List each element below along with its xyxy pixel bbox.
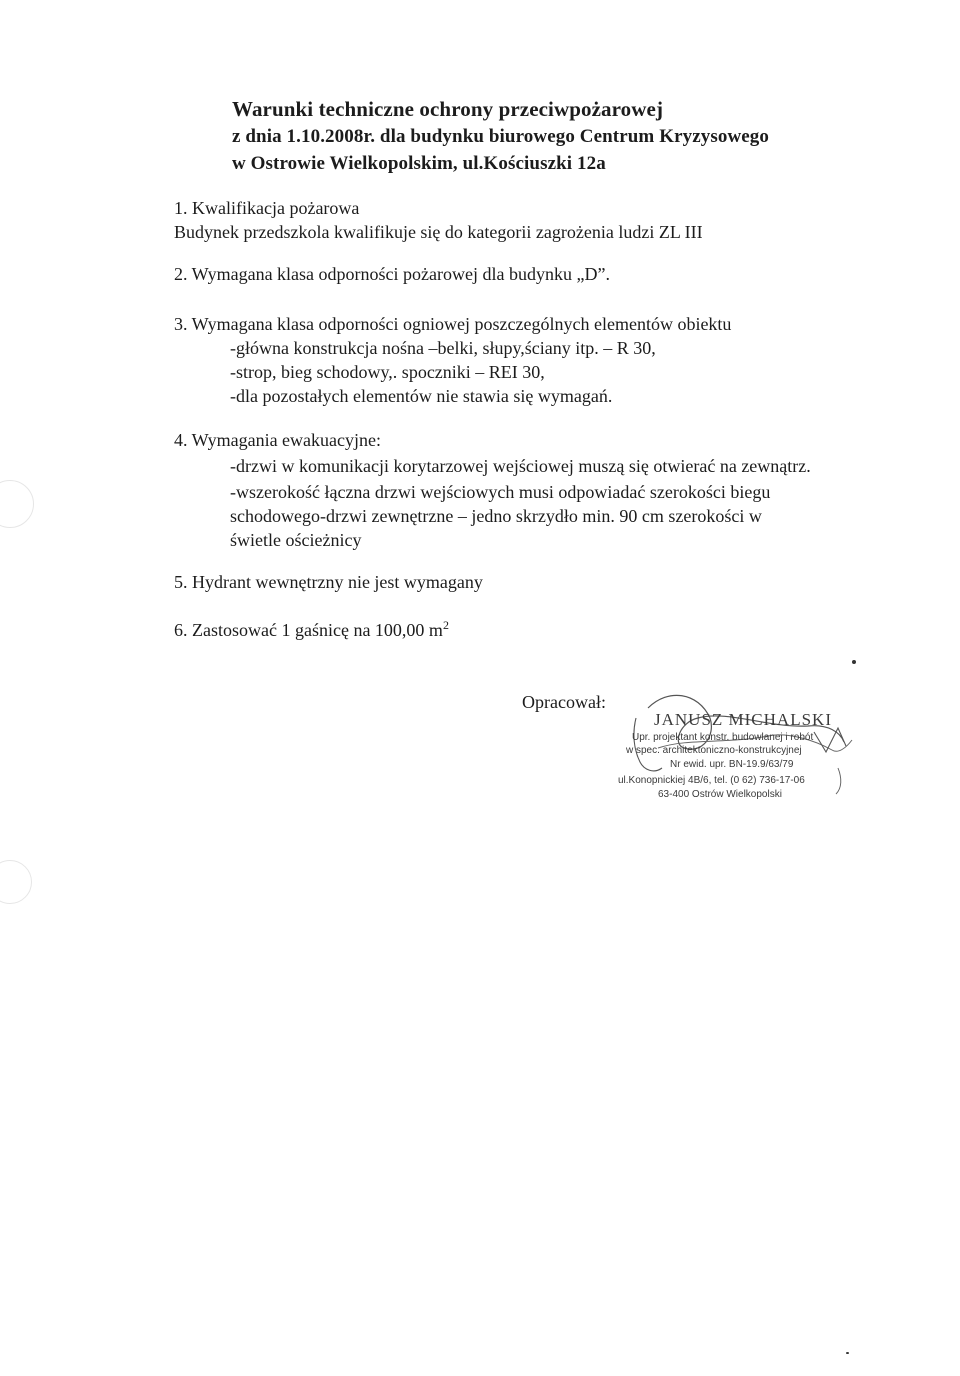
stamp-line-1: Upr. projektant konstr. budowlanej i robót bbox=[632, 732, 814, 743]
section-3-title: 3. Wymagana klasa odporności ogniowej poszczególnych elementów obiektu bbox=[174, 314, 732, 334]
header-date-building: z dnia 1.10.2008r. dla budynku biurowego Centrum Kryzysowego bbox=[232, 126, 770, 147]
section-6 bbox=[174, 618, 449, 642]
section-5: 5. Hydrant wewnętrzny nie jest wymagany bbox=[174, 572, 483, 592]
section-4-line-4: świetle ościeżnicy bbox=[230, 530, 362, 550]
section-4-line-3: schodowego-drzwi zewnętrzne – jedno skrzydło min. 90 cm szerokości w bbox=[230, 506, 762, 526]
section-3-item-3: -dla pozostałych elementów nie stawia się wymagań. bbox=[230, 386, 613, 406]
section-4-line-2: -wszerokość łączna drzwi wejściowych musi odpowiadać szerokości biegu bbox=[230, 482, 771, 502]
scan-speck bbox=[846, 1352, 849, 1354]
section-3-item-2: -strop, bieg schodowy,. spoczniki – REI 30, bbox=[230, 362, 545, 382]
punch-hole-mark bbox=[0, 860, 32, 904]
section-6-superscript: 2 bbox=[442, 618, 449, 632]
prepared-by-label: Opracował: bbox=[522, 692, 606, 712]
stamp-line-5: 63-400 Ostrów Wielkopolski bbox=[658, 789, 782, 800]
section-1-title: 1. Kwalifikacja pożarowa bbox=[174, 198, 360, 218]
section-1-text: Budynek przedszkola kwalifikuje się do kategorii zagrożenia ludzi ZL III bbox=[174, 222, 703, 242]
stamp-line-3: Nr ewid. upr. BN-19.9/63/79 bbox=[670, 759, 794, 770]
header-title: Warunki techniczne ochrony przeciwpożarowej bbox=[232, 97, 664, 121]
section-2: 2. Wymagana klasa odporności pożarowej dla budynku „D”. bbox=[174, 264, 610, 284]
section-4-title: 4. Wymagania ewakuacyjne: bbox=[174, 430, 381, 450]
stamp-name: JANUSZ MICHALSKI bbox=[654, 710, 832, 729]
header-address: w Ostrowie Wielkopolskim, ul.Kościuszki 12a bbox=[232, 153, 606, 174]
scan-speck bbox=[852, 660, 856, 664]
author-stamp bbox=[618, 688, 858, 808]
document-header bbox=[232, 96, 769, 177]
section-6-text: 6. Zastosować 1 gaśnicę na 100,00 m bbox=[174, 620, 443, 640]
stamp-line-2: w spec. architektoniczno-konstrukcyjnej bbox=[626, 745, 802, 756]
punch-hole-mark bbox=[0, 480, 34, 528]
stamp-line-4: ul.Konopnickiej 4B/6, tel. (0 62) 736-17-06 bbox=[618, 775, 805, 786]
section-3-item-1: -główna konstrukcja nośna –belki, słupy,ściany itp. – R 30, bbox=[230, 338, 656, 358]
section-4-line-1: -drzwi w komunikacji korytarzowej wejściowej muszą się otwierać na zewnątrz. bbox=[230, 456, 811, 476]
